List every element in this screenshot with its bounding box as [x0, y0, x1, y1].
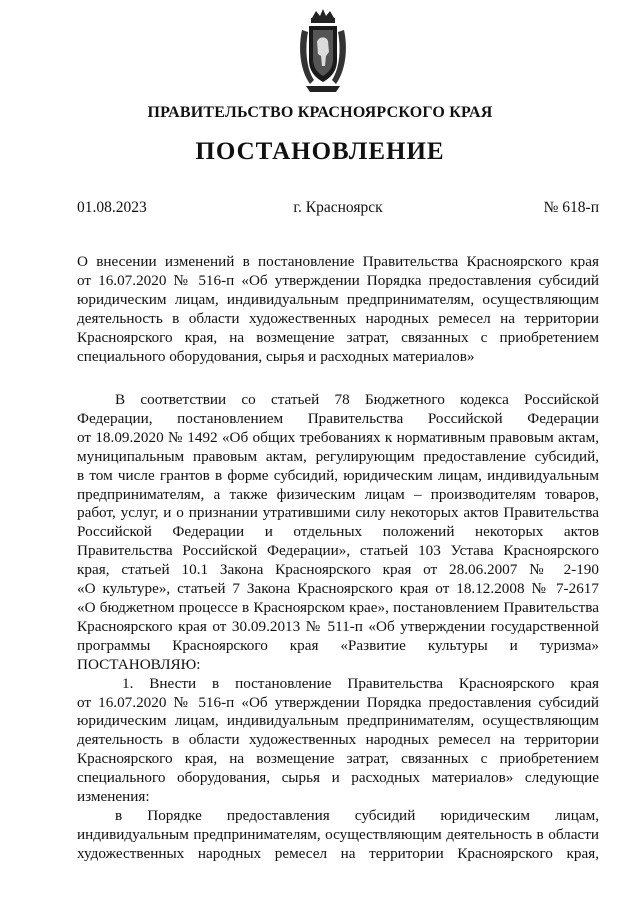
- government-title: ПРАВИТЕЛЬСТВО КРАСНОЯРСКОГО КРАЯ: [147, 104, 493, 121]
- subject-line: О внесении изменений в постановление Правительства Красноярского края: [77, 253, 599, 270]
- body-line: деятельность в области художественных народных ремесел на территории: [77, 731, 599, 749]
- body-line: Правительства Российской Федерации», статьей 103 Устава Красноярского: [77, 542, 599, 560]
- subject-line: специального оборудования, сырья и расходных материалов»: [77, 347, 475, 365]
- body-line: Российской Федерации и отдельных положений некоторых актов: [77, 523, 599, 541]
- document-body: [77, 391, 599, 864]
- body-line: предпринимателям, а также физическим лицам – производителям товаров,: [77, 485, 599, 503]
- body-line: 1. Внести в постановление Правительства Красноярского края: [122, 674, 599, 692]
- coat-of-arms-icon: [296, 8, 350, 94]
- body-line: индивидуальным предпринимателям, осуществляющим деятельность в области: [77, 825, 599, 843]
- body-line: от 16.07.2020 № 516-п «Об утверждении Порядка предоставления субсидий: [77, 693, 599, 711]
- body-line: программы Красноярского края «Развитие культуры и туризма»: [77, 636, 599, 654]
- body-line: «О культуре», статьей 7 Закона Красноярского края от 18.12.2008 № 7-2617: [77, 580, 599, 598]
- body-line: работ, услуг, и о признании утратившими силу некоторых актов Правительства: [77, 504, 599, 522]
- body-line: Красноярского края от 30.09.2013 № 511-п «Об утверждении государственной: [77, 617, 599, 635]
- document-date: 01.08.2023: [77, 199, 147, 216]
- document-meta-row: [77, 199, 599, 219]
- body-line: в Порядке предоставления субсидий юридическим лицам,: [115, 806, 599, 824]
- body-line: «О бюджетном процессе в Красноярском крае», постановлением Правительства: [77, 598, 599, 616]
- document-number: № 618-п: [543, 199, 599, 216]
- body-line: Красноярского края, на возмещение затрат, связанных с приобретением: [77, 750, 599, 768]
- document-subject: [77, 253, 599, 366]
- subject-line: деятельность в области художественных народных ремесел на территории: [77, 309, 599, 327]
- body-line: в том числе грантов в форме субсидий, юридическим лицам, индивидуальным: [77, 466, 599, 484]
- body-line: юридическим лицам, индивидуальным предпринимателям, осуществляющим: [77, 712, 599, 730]
- body-line: муниципальным правовым актам, регулирующим предоставление субсидий,: [77, 447, 599, 465]
- body-line: художественных народных ремесел на территории Красноярского края,: [77, 844, 599, 862]
- body-line: В соответствии со статьей 78 Бюджетного кодекса Российской: [115, 391, 599, 408]
- subject-line: юридическим лицам, индивидуальным предпринимателям, осуществляющим: [77, 290, 599, 308]
- body-line: Федерации, постановлением Правительства Российской Федерации: [77, 409, 599, 427]
- body-line: края, статьей 10.1 Закона Красноярского края от 28.06.2007 № 2-190: [77, 561, 599, 579]
- subject-line: Красноярского края, на возмещение затрат, связанных с приобретением: [77, 328, 599, 346]
- document-type: ПОСТАНОВЛЕНИЕ: [195, 138, 445, 165]
- subject-line: от 16.07.2020 № 516-п «Об утверждении Порядка предоставления субсидий: [77, 271, 599, 289]
- body-line: изменения:: [77, 788, 150, 806]
- body-line: от 18.09.2020 № 1492 «Об общих требованиях к нормативным правовым актам,: [77, 428, 599, 446]
- resolution-word: ПОСТАНОВЛЯЮ:: [77, 655, 201, 673]
- document-city: г. Красноярск: [293, 199, 383, 216]
- body-line: специального оборудования, сырья и расходных материалов» следующие: [77, 769, 599, 787]
